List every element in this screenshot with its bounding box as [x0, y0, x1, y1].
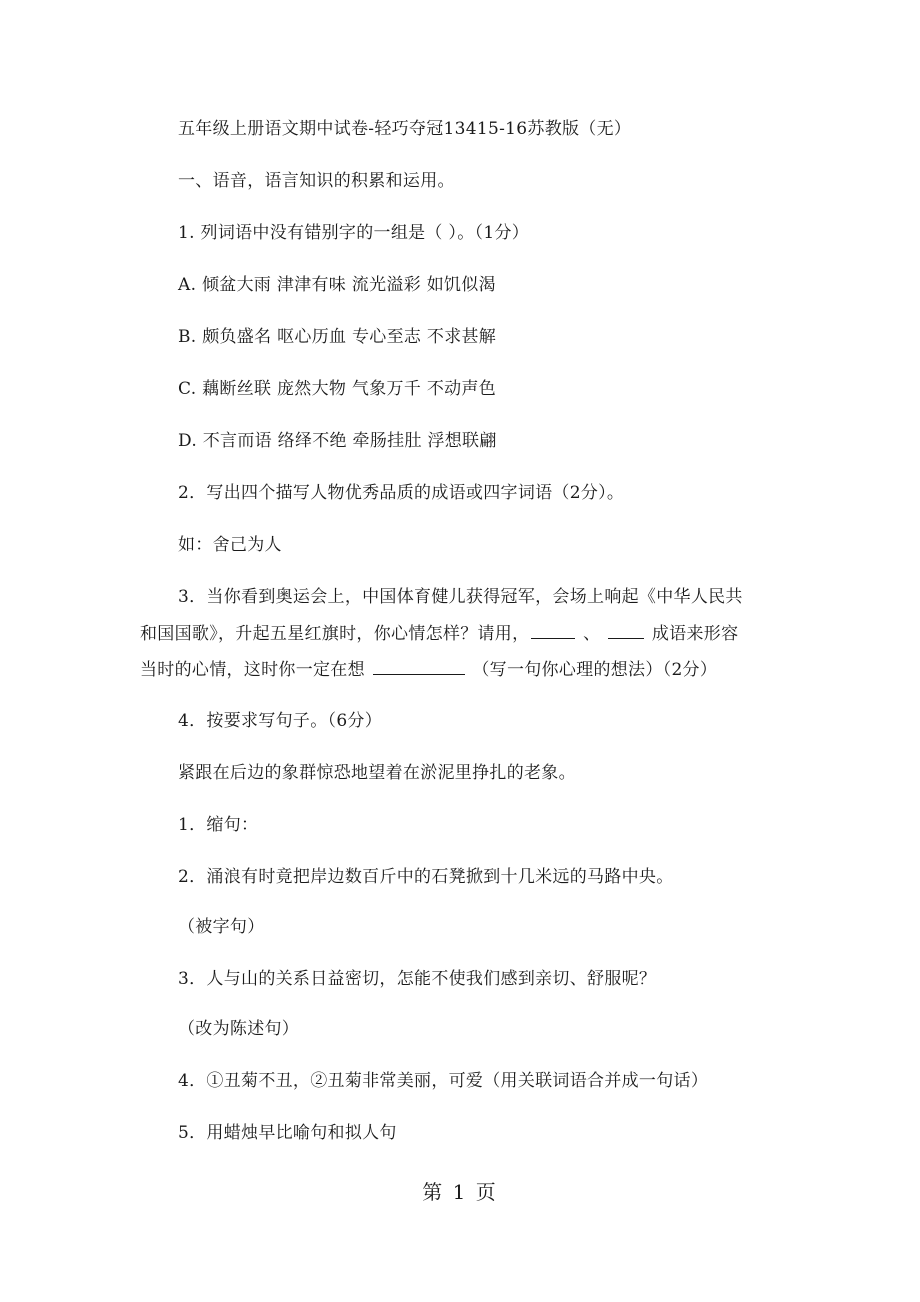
question-3-line-3 [140, 656, 717, 683]
question-4-item-4: 4．①丑菊不丑，②丑菊非常美丽，可爱（用关联词语合并成一句话） [178, 1071, 709, 1091]
question-1-option-c: C. 藕断丝联 庞然大物 气象万千 不动声色 [178, 379, 497, 399]
question-3-line-1: 3．当你看到奥运会上，中国体育健儿获得冠军，会场上响起《中华人民共 [178, 587, 743, 607]
question-4-item-3: 3．人与山的关系日益密切，怎能不使我们感到亲切、舒服呢？ [178, 969, 657, 989]
answer-blank-3[interactable] [373, 656, 465, 675]
answer-blank-2[interactable] [608, 620, 644, 639]
question-4-item-5: 5．用蜡烛早比喻句和拟人句 [178, 1123, 397, 1143]
question-2-example: 如：舍己为人 [178, 535, 282, 555]
question-3-line-2-text: 和国国歌》，升起五星红旗时，你心情怎样？请用， [140, 624, 530, 644]
question-4-item-2-hint: （被字句） [178, 917, 265, 937]
question-4-sentence: 紧跟在后边的象群惊恐地望着在淤泥里挣扎的老象。 [178, 763, 576, 783]
question-2-stem: 2．写出四个描写人物优秀品质的成语或四字词语（2分）。 [178, 483, 625, 503]
question-1-option-a: A. 倾盆大雨 津津有味 流光溢彩 如饥似渴 [178, 275, 496, 295]
section-heading: 一、语音，语言知识的积累和运用。 [178, 171, 455, 191]
question-3-line-3-text: 当时的心情，这时你一定在想 [140, 660, 365, 680]
question-1-stem: 1. 列词语中没有错别字的一组是（ ）。（1分） [178, 223, 530, 243]
question-4-stem: 4．按要求写句子。（6分） [178, 711, 383, 731]
question-1-option-d: D. 不言而语 络绎不绝 牵肠挂肚 浮想联翩 [178, 431, 497, 451]
page-number: 第 1 页 [422, 1180, 498, 1204]
question-3-separator: 、 [583, 624, 601, 644]
question-1-option-b: B. 颇负盛名 呕心历血 专心至志 不求甚解 [178, 327, 497, 347]
answer-blank-1[interactable] [531, 620, 575, 639]
question-4-item-1: 1．缩句： [178, 815, 259, 835]
question-3-line-2-end: 成语来形容 [651, 624, 739, 644]
question-3-line-2 [140, 620, 738, 647]
document-title: 五年级上册语文期中试卷-轻巧夺冠13415-16苏教版（无） [178, 119, 632, 139]
question-4-item-2: 2．涌浪有时竟把岸边数百斤中的石凳掀到十几米远的马路中央。 [178, 867, 674, 887]
question-4-item-3-hint: （改为陈述句） [178, 1019, 300, 1039]
question-3-line-3-end: （写一句你心理的想法）（2分） [472, 660, 718, 680]
